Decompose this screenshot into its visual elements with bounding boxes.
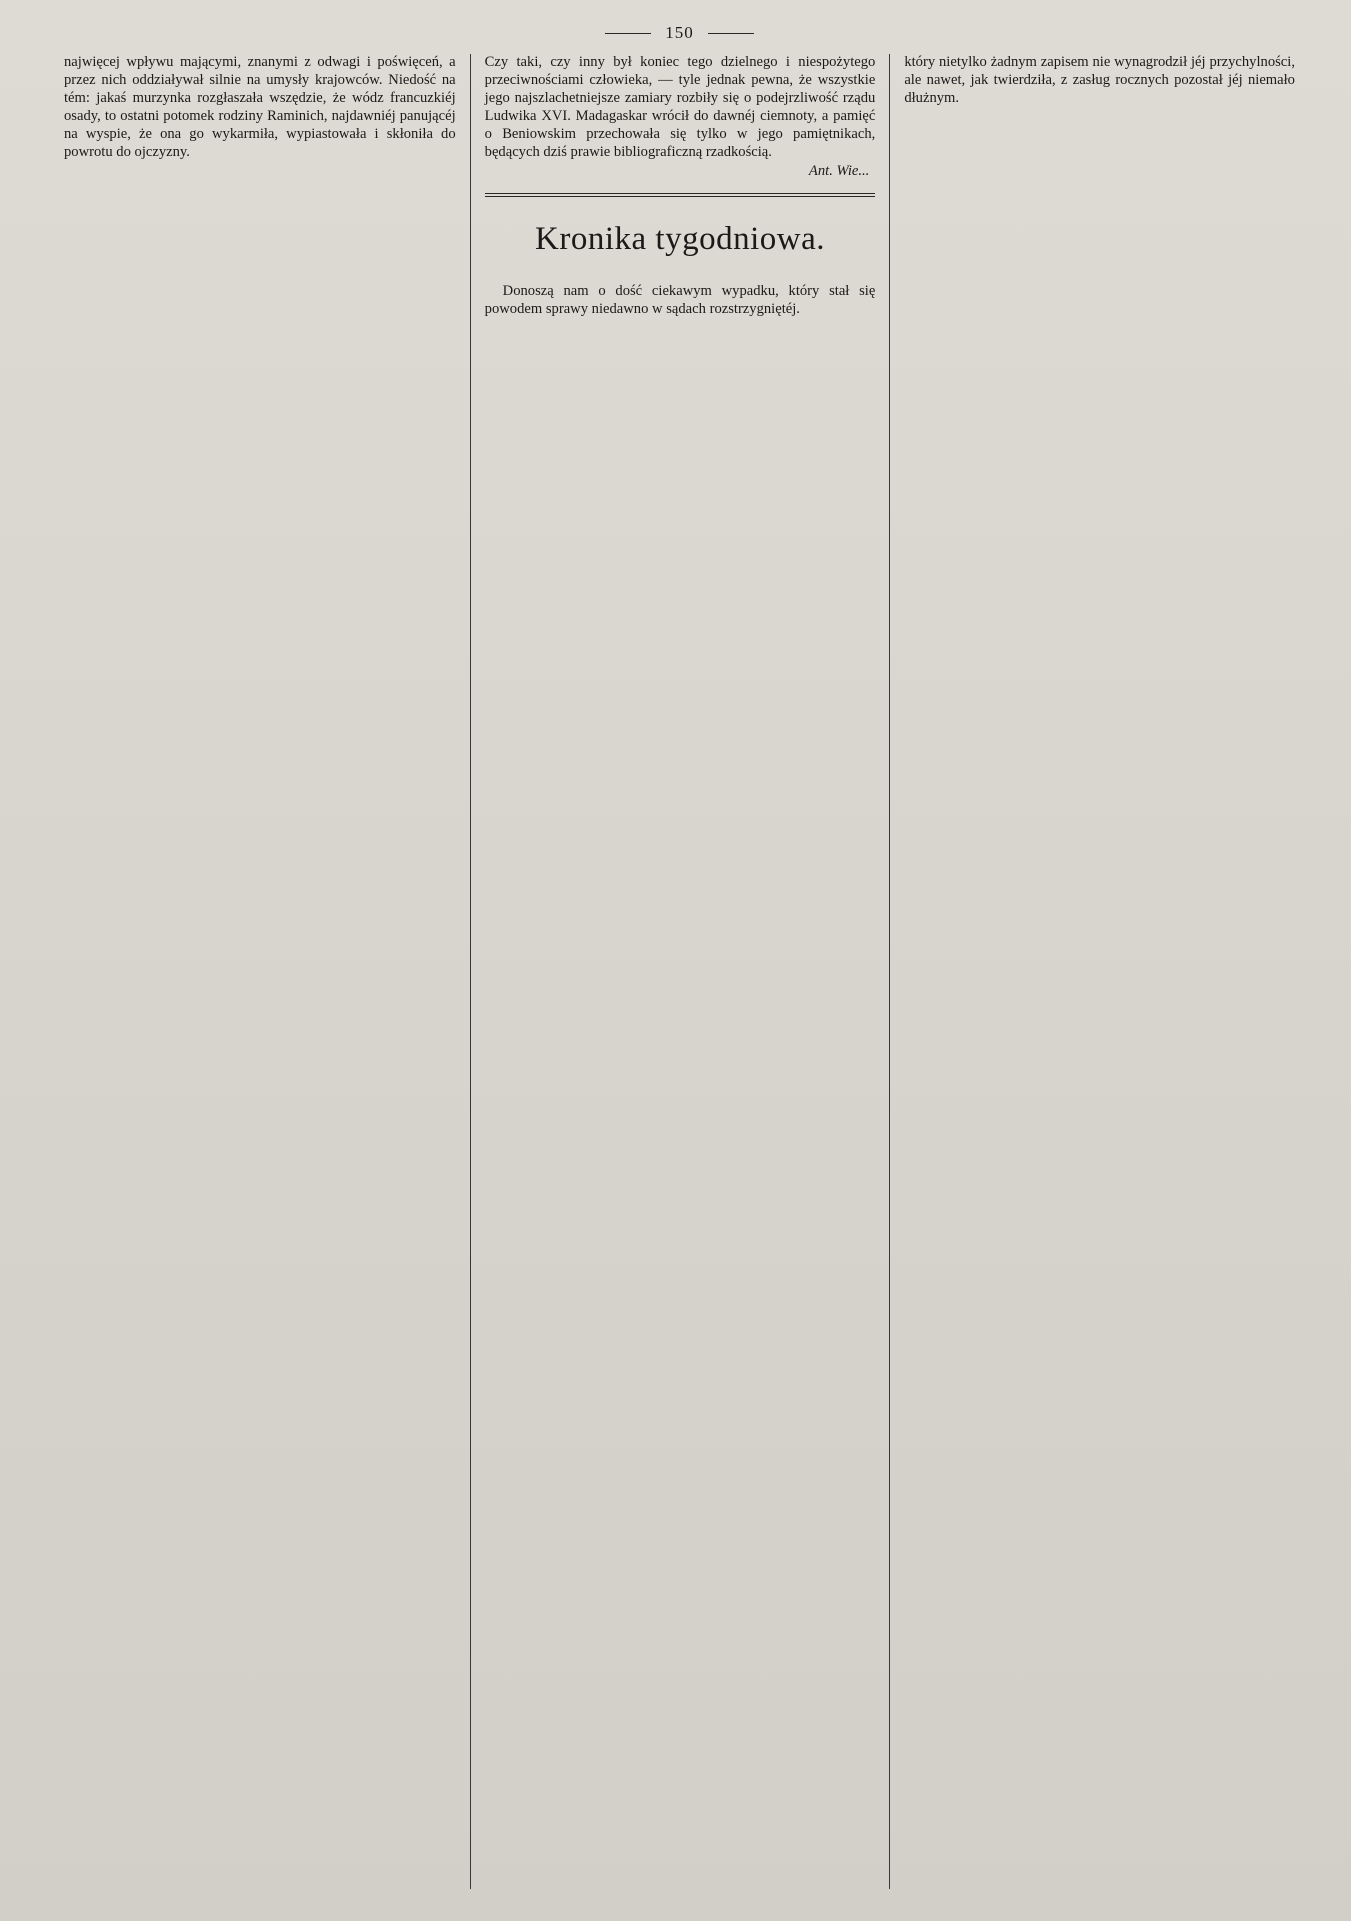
page-number: 150 [665,23,694,42]
column-middle [470,54,890,1889]
article-signature: Ant. Wie... [808,163,870,180]
section-divider [485,193,876,197]
section-title-kronika: Kronika tygodniowa. [535,221,825,258]
page-header [50,18,1309,48]
kronika-excerpt: Donoszą nam o dość ciekawym wypadku, który stał się powodem sprawy niedawno w sądach rozstrzygniętéj. [484,283,876,318]
left-column-excerpt: najwięcej wpływu mającymi, znanymi z odwagi i poświęceń, a przez nich oddziaływał silnie na umysły krajowców. Niedość na tém: jakaś murzynka rozgłaszała wszędzie, że wódz francuzkiéj osady, to ostatni potomek rodziny Raminich, najdawniéj panującéj na wyspie, że ona go wykarmiła, wypiastowała i skłoniła do powrotu do ojczyzny. [64,54,456,160]
page-columns [50,54,1309,1889]
right-column-excerpt: który nietylko żadnym zapisem nie wynagrodził jéj przychylności, ale nawet, jak twierdziła, z zasług rocznych pozostał jéj niemało dłużnym. [904,54,1295,106]
beniowski-article-ending: Czy taki, czy inny był koniec tego dzielnego i niespożytego przeciwnościami człowieka, — tyle jednak pewna, że wszystkie jego najszlachetniejsze zamiary rozbiły się o podejrzliwość rządu Ludwika XVI. Madagaskar wrócił do dawnéj ciemnoty, a pamięć o Beniowskim przechowała się tylko w jego pamiętnikach, będących dziś prawie bibliograficzną rzadkością. [484,54,876,160]
column-right [889,54,1309,1889]
header-rule-right [708,33,754,34]
header-rule-left [605,33,651,34]
column-left [50,54,470,1889]
